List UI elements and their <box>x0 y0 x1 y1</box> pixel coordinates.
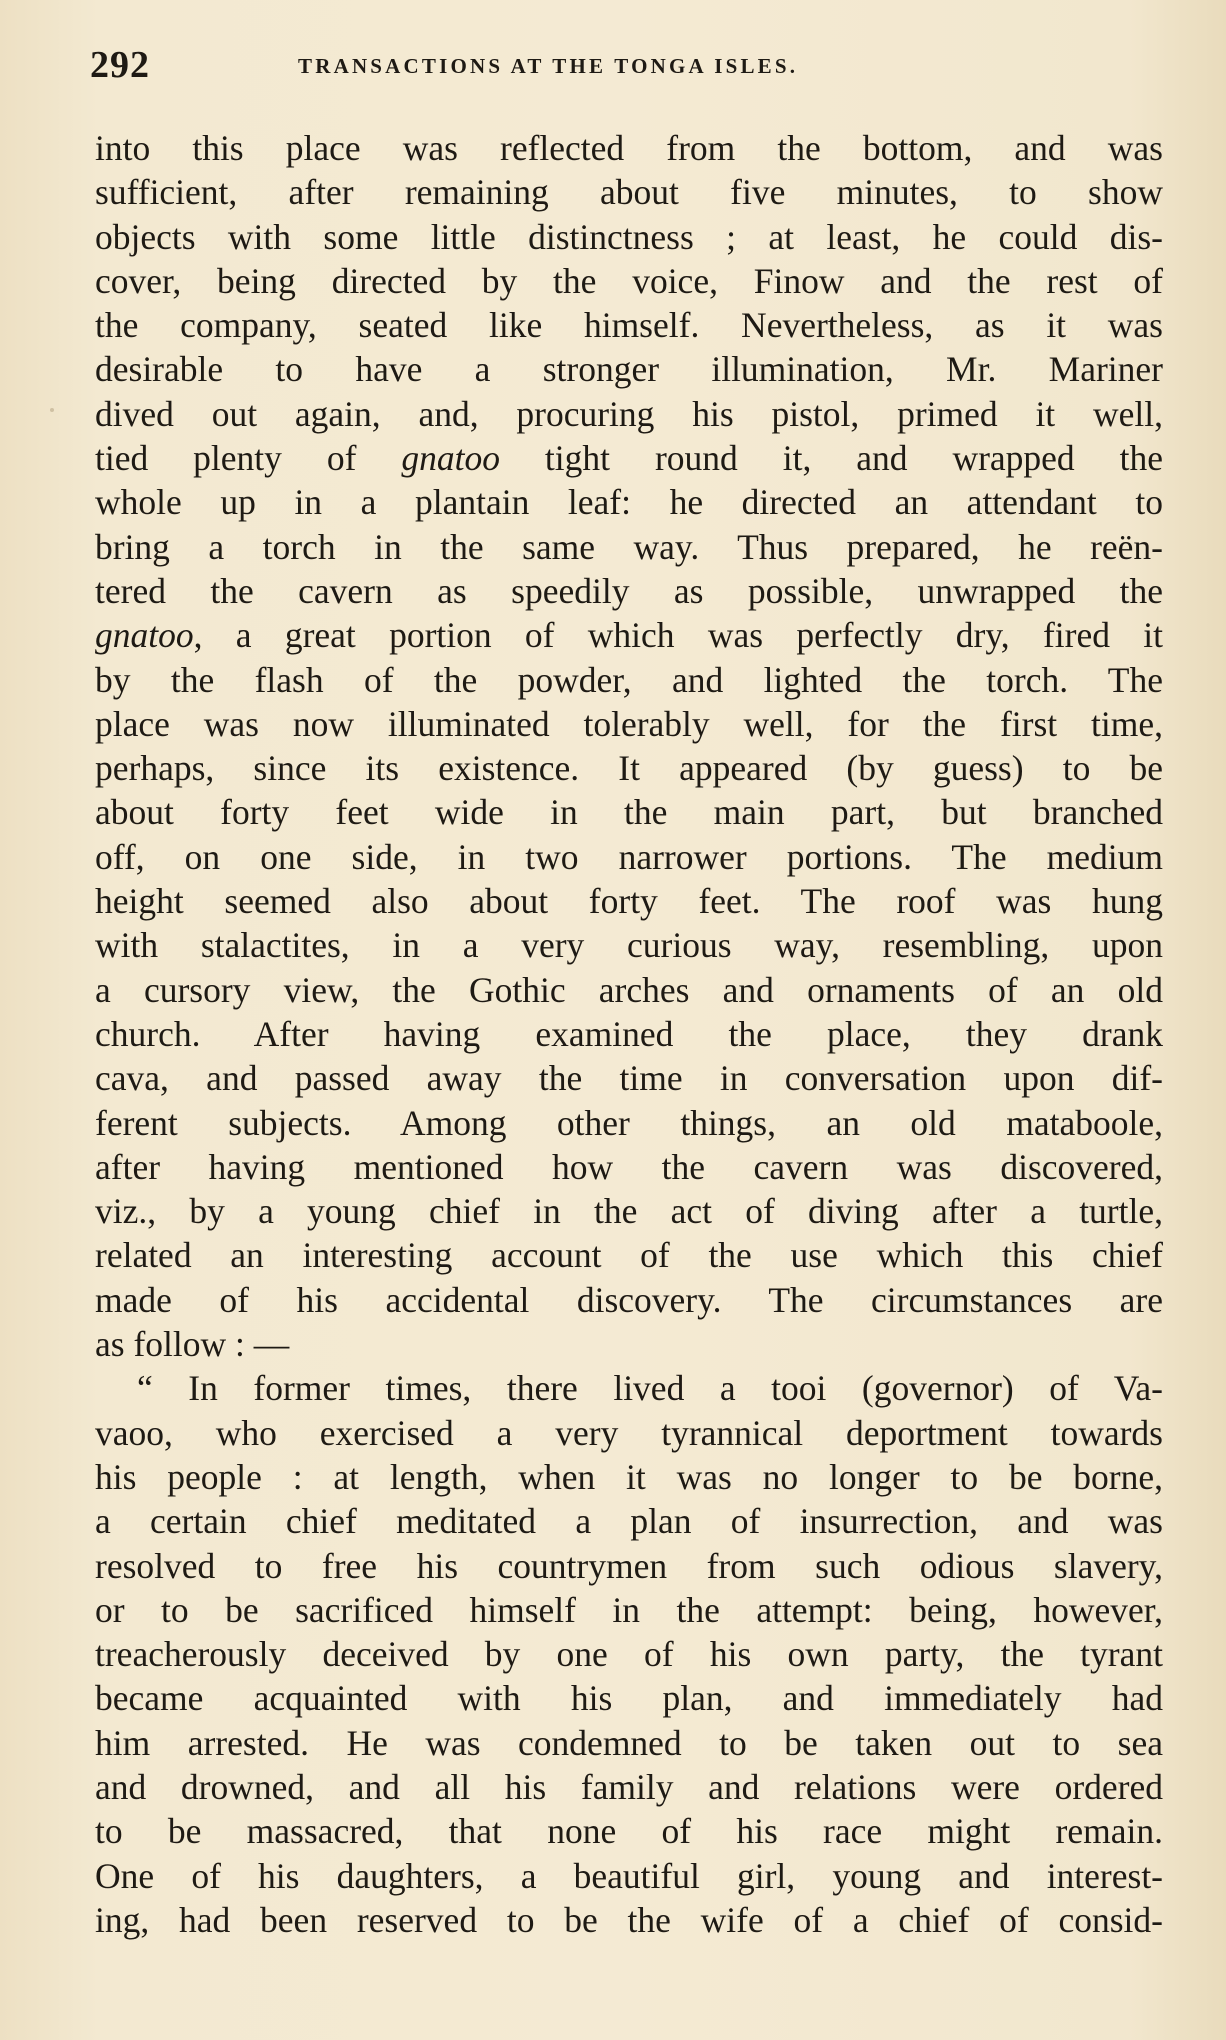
text-line <box>95 480 1163 524</box>
line-text: a certain chief meditated a plan of insurrection, and was <box>95 1501 1163 1542</box>
text-line <box>95 1765 1163 1809</box>
line-text: made of his accidental discovery. The circumstances are <box>95 1279 1163 1320</box>
line-text: and drowned, and all his family and relations were ordered <box>95 1766 1163 1807</box>
text-line <box>95 126 1163 170</box>
text-line <box>95 1056 1163 1100</box>
page-header <box>90 40 1170 90</box>
line-text: treacherously deceived by one of his own party, the tyrant <box>95 1634 1163 1675</box>
line-text: bring a torch in the same way. Thus prepared, he reën- <box>95 526 1163 567</box>
text-line <box>95 1101 1163 1145</box>
line-text: , a great portion of which was perfectly dry, fired it <box>193 615 1163 656</box>
running-head: TRANSACTIONS AT THE TONGA ISLES. <box>298 54 799 78</box>
text-line <box>95 1189 1163 1233</box>
text-line <box>95 1898 1163 1942</box>
line-text: about forty feet wide in the main part, but branched <box>95 792 1163 833</box>
line-text: One of his daughters, a beautiful girl, young and interest- <box>95 1855 1163 1896</box>
text-line <box>95 1278 1163 1322</box>
line-text: became acquainted with his plan, and immediately had <box>95 1678 1163 1719</box>
text-line <box>95 1145 1163 1189</box>
line-text: sufficient, after remaining about five minutes, to show <box>95 172 1163 213</box>
line-text: whole up in a plantain leaf: he directed an attendant to <box>95 482 1163 523</box>
line-text: cover, being directed by the voice, Finow and the rest of <box>95 260 1163 301</box>
text-line <box>95 170 1163 214</box>
text-line <box>95 1499 1163 1543</box>
line-text: with stalactites, in a very curious way, resembling, upon <box>95 925 1163 966</box>
text-line <box>95 1322 1163 1366</box>
line-text: desirable to have a stronger illumination, Mr. Mariner <box>95 349 1163 390</box>
text-line <box>95 1854 1163 1898</box>
text-line <box>95 303 1163 347</box>
text-line <box>95 1366 1163 1410</box>
line-text: cava, and passed away the time in conversation upon dif- <box>95 1058 1163 1099</box>
line-text: tight round it, and wrapped the <box>499 438 1163 479</box>
line-text: vaoo, who exercised a very tyrannical deportment towards <box>95 1412 1163 1453</box>
text-line <box>95 436 1163 480</box>
line-text: tied plenty of <box>95 438 402 479</box>
line-text: as follow : — <box>95 1324 290 1365</box>
line-text: ferent subjects. Among other things, an old mataboole, <box>95 1102 1163 1143</box>
line-text: him arrested. He was condemned to be taken out to sea <box>95 1722 1163 1763</box>
line-text: after having mentioned how the cavern was discovered, <box>95 1146 1163 1187</box>
text-line <box>95 613 1163 657</box>
text-line <box>95 259 1163 303</box>
italic-term: gnatoo <box>401 438 500 479</box>
text-line <box>95 658 1163 702</box>
line-text: his people : at length, when it was no longer to be borne, <box>95 1456 1163 1497</box>
line-text: viz., by a young chief in the act of diving after a turtle, <box>95 1191 1163 1232</box>
line-text: objects with some little distinctness ; at least, he could dis- <box>95 216 1163 257</box>
line-text: church. After having examined the place, they drank <box>95 1013 1163 1054</box>
line-text: height seemed also about forty feet. The roof was hung <box>95 881 1163 922</box>
text-line <box>95 923 1163 967</box>
text-line <box>95 790 1163 834</box>
text-line <box>95 1588 1163 1632</box>
line-text: the company, seated like himself. Nevertheless, as it was <box>95 305 1163 346</box>
line-text: a cursory view, the Gothic arches and ornaments of an old <box>95 969 1163 1010</box>
text-line <box>95 347 1163 391</box>
text-line <box>95 746 1163 790</box>
text-line <box>95 392 1163 436</box>
line-text: or to be sacrificed himself in the attempt: being, however, <box>95 1589 1163 1630</box>
line-text: related an interesting account of the use which this chief <box>95 1235 1163 1276</box>
line-text: tered the cavern as speedily as possible, unwrapped the <box>95 570 1163 611</box>
text-line <box>95 1411 1163 1455</box>
line-text: off, on one side, in two narrower portions. The medium <box>95 836 1163 877</box>
text-line <box>95 1632 1163 1676</box>
text-line <box>95 1455 1163 1499</box>
text-line <box>95 1544 1163 1588</box>
line-text: to be massacred, that none of his race might remain. <box>95 1811 1163 1852</box>
line-text: resolved to free his countrymen from such odious slavery, <box>95 1545 1163 1586</box>
text-line <box>95 702 1163 746</box>
line-text: into this place was reflected from the bottom, and was <box>95 128 1163 168</box>
text-line <box>95 1676 1163 1720</box>
text-line <box>95 835 1163 879</box>
line-text: dived out again, and, procuring his pistol, primed it well, <box>95 393 1163 434</box>
text-line <box>95 1721 1163 1765</box>
line-text: “ In former times, there lived a tooi (governor) of Va- <box>137 1368 1163 1409</box>
text-line <box>95 525 1163 569</box>
text-line <box>95 215 1163 259</box>
italic-term: gnatoo <box>95 615 194 656</box>
text-line <box>95 1012 1163 1056</box>
text-line <box>95 569 1163 613</box>
line-text: place was now illuminated tolerably well, for the first time, <box>95 703 1163 744</box>
text-line <box>95 968 1163 1012</box>
text-line <box>95 1809 1163 1853</box>
text-line <box>95 879 1163 923</box>
text-line <box>95 1233 1163 1277</box>
page-number: 292 <box>90 44 150 86</box>
body-text <box>95 126 1163 1942</box>
paper-speck <box>50 408 54 412</box>
line-text: perhaps, since its existence. It appeared (by guess) to be <box>95 748 1163 789</box>
line-text: ing, had been reserved to be the wife of a chief of consid- <box>95 1899 1163 1940</box>
line-text: by the flash of the powder, and lighted the torch. The <box>95 659 1163 700</box>
